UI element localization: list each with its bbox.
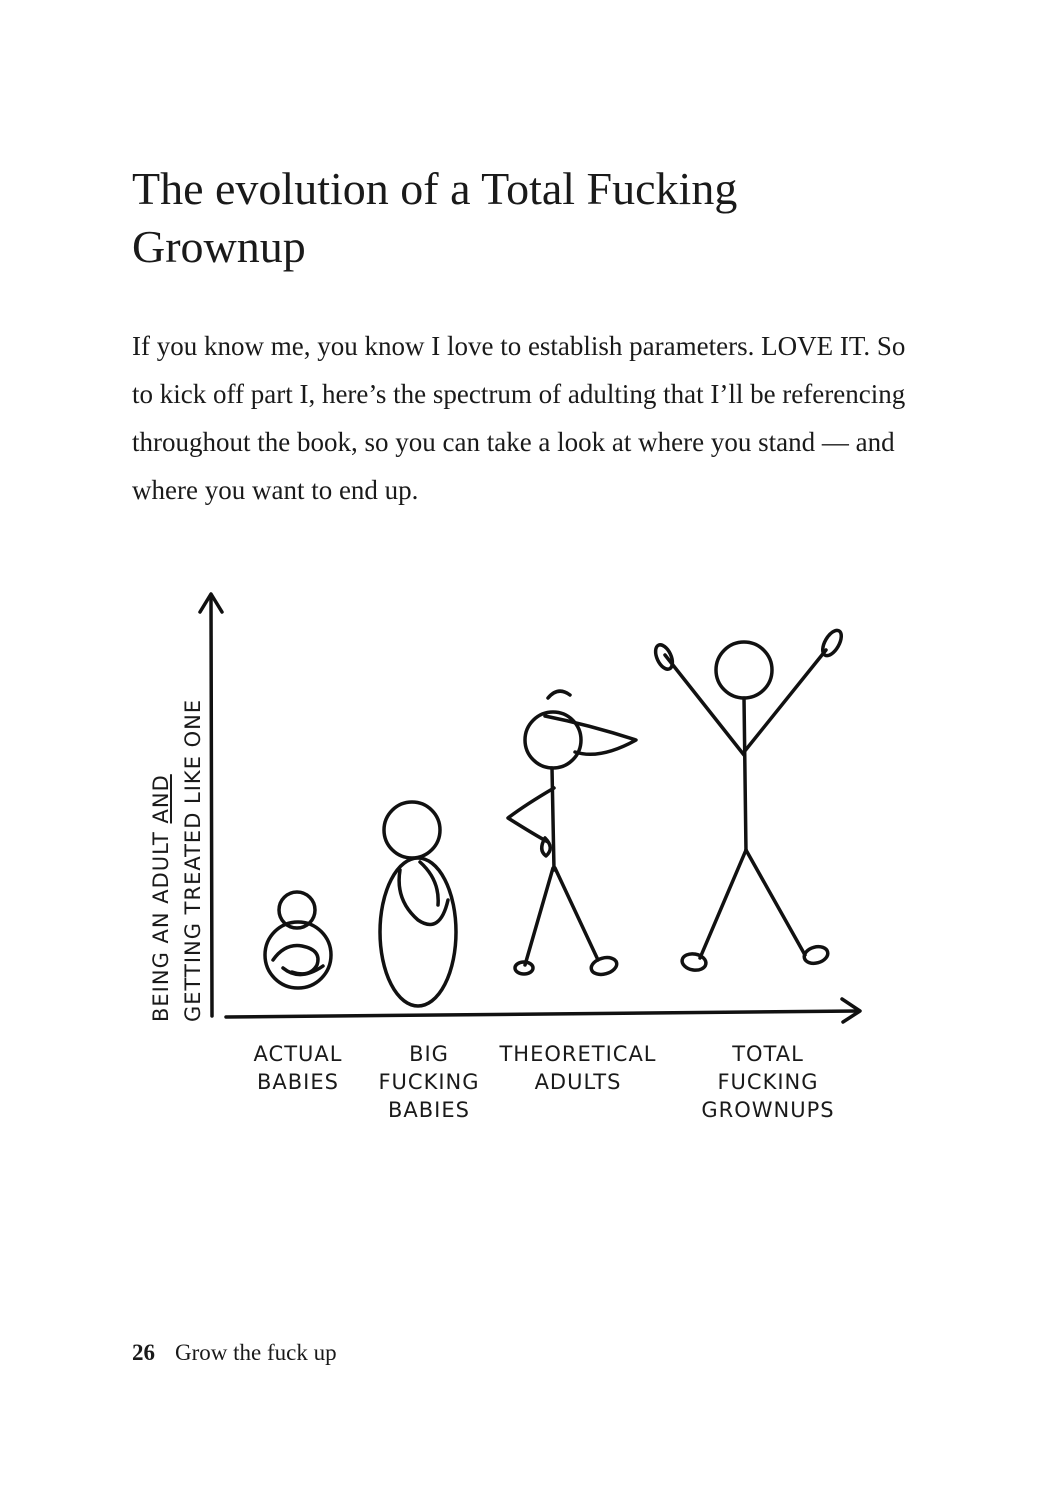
y-axis-label-line2: GETTING TREATED LIKE ONE [181,698,205,1022]
x-axis [226,1011,858,1017]
intro-paragraph: If you know me, you know I love to establish parameters. LOVE IT. So to kick off part I, here’s the spectrum of adulting that I’ll be referencing throughout the book, so you can take a look at where you stand — and where you want to end up. [132,331,906,505]
running-title: Grow the fuck up [175,1340,337,1365]
category-label-total-fucking-grownups: TOTAL FUCKING GROWNUPS [701,1042,835,1122]
big-baby-figure [380,802,456,1006]
y-axis-label-line1: BEING AN ADULT AND [149,774,173,1022]
theoretical-adult-figure [508,691,636,977]
page-footer [132,1340,337,1366]
actual-baby-figure [265,892,331,988]
y-axis [211,598,212,1016]
y-axis-label-and: AND [149,774,173,824]
total-grownup-figure [652,627,845,972]
category-label-big-fucking-babies: BIG FUCKING BABIES [378,1042,480,1122]
category-label-theoretical-adults: THEORETICAL ADULTS [499,1042,657,1094]
page-title: The evolution of a Total Fucking Grownup [132,163,738,272]
category-label-actual-babies: ACTUAL BABIES [253,1042,343,1094]
page-number: 26 [132,1340,155,1365]
